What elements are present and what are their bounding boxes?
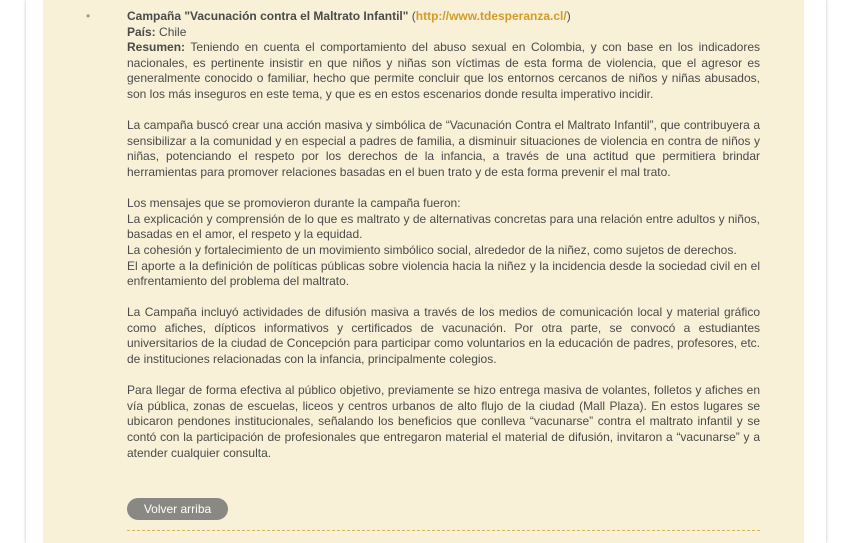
back-to-top-button[interactable]: Volver arriba [127,498,228,520]
country-value: Chile [159,24,187,39]
campaign-goal-paragraph: La campaña buscó crear una acción masiva y simbólica de “Vacunación Contra el Maltrato Infantil”, que contribuyera a sensibilizar a la comunidad y en especial a padres de familia, a disminuir situaciones de violencia en contra de niños y niñas, potenciando el respeto por los derechos de la infancia, a través de una actitud que permitiera brindar herramientas para promover relaciones basadas en el buen trato y de esta forma prevenir el mal trato. [127,118,760,179]
entry-header [127,9,760,25]
outreach-paragraph: Para llegar de forma efectiva al público objetivo, previamente se hizo entrega masiva de volantes, folletos y afiches en vía pública, zonas de escuelas, liceos y centros urbanos de alto flujo de la ciudad (Mall Plaza). En estos lugares se ubicaron pendones institucionales, señalando los beneficios que conlleva “vacunarse” contra el maltrato infantil y se contó con la participación de profesionales que entregaron material el material de difusión, invitaron a “vacunarse” y a atender cualquier consulta. [127,383,760,460]
entry-title: Campaña "Vacunación contra el Maltrato Infantil" [127,9,409,23]
message-item: El aporte a la definición de políticas públicas sobre violencia hacia la niñez y la incidencia desde la sociedad civil en el enfrentamiento del problema del maltrato. [127,258,760,289]
list-bullet: • [86,9,91,23]
message-item: La cohesión y fortalecimiento de un movimiento simbólico social, alrededor de la niñez, como sujetos de derechos. [127,242,737,257]
messages-intro: Los mensajes que se promovieron durante la campaña fueron: [127,196,461,211]
content-panel [43,0,804,543]
summary-text: Teniendo en cuenta el comportamiento del abuso sexual en Colombia, y con base en los indicadores nacionales, es pertinente insistir en que niños y niñas son víctimas de esta forma de violencia, que el agresor es generalmente conocido o familiar, hecho que permite concluir que los entornos cercanos de niños y niñas abusados, son los más inseguros en este tema, y que es en estos escenarios donde resulta imperativo incidir. [127,40,761,101]
message-item: La explicación y comprensión de lo que es maltrato y de alternativas concretas para una relación entre adultos y niños, basadas en el amor, el respeto y la equidad. [127,211,760,242]
link-close-paren: ) [566,9,571,23]
campaign-entry [127,9,760,461]
dashed-divider [127,530,760,531]
summary-paragraph [127,40,760,102]
country-label: País: [127,24,156,39]
diffusion-paragraph: La Campaña incluyó actividades de difusión masiva a través de los medios de comunicación local y material gráfico como afiches, dípticos informativos y certificados de vacunación. Por otra parte, se convocó a estudiantes universitarios de la ciudad de Concepción para participar como voluntarios en la educación de padres, profesores, etc. de instituciones relacionadas con la infancia, principalmente colegios. [127,305,760,367]
country-line [127,25,760,41]
link-open-paren: ( [411,9,416,23]
summary-label: Resumen: [127,40,186,55]
campaign-link[interactable]: http://www.tdesperanza.cl/ [415,9,567,23]
page-frame [26,0,826,543]
